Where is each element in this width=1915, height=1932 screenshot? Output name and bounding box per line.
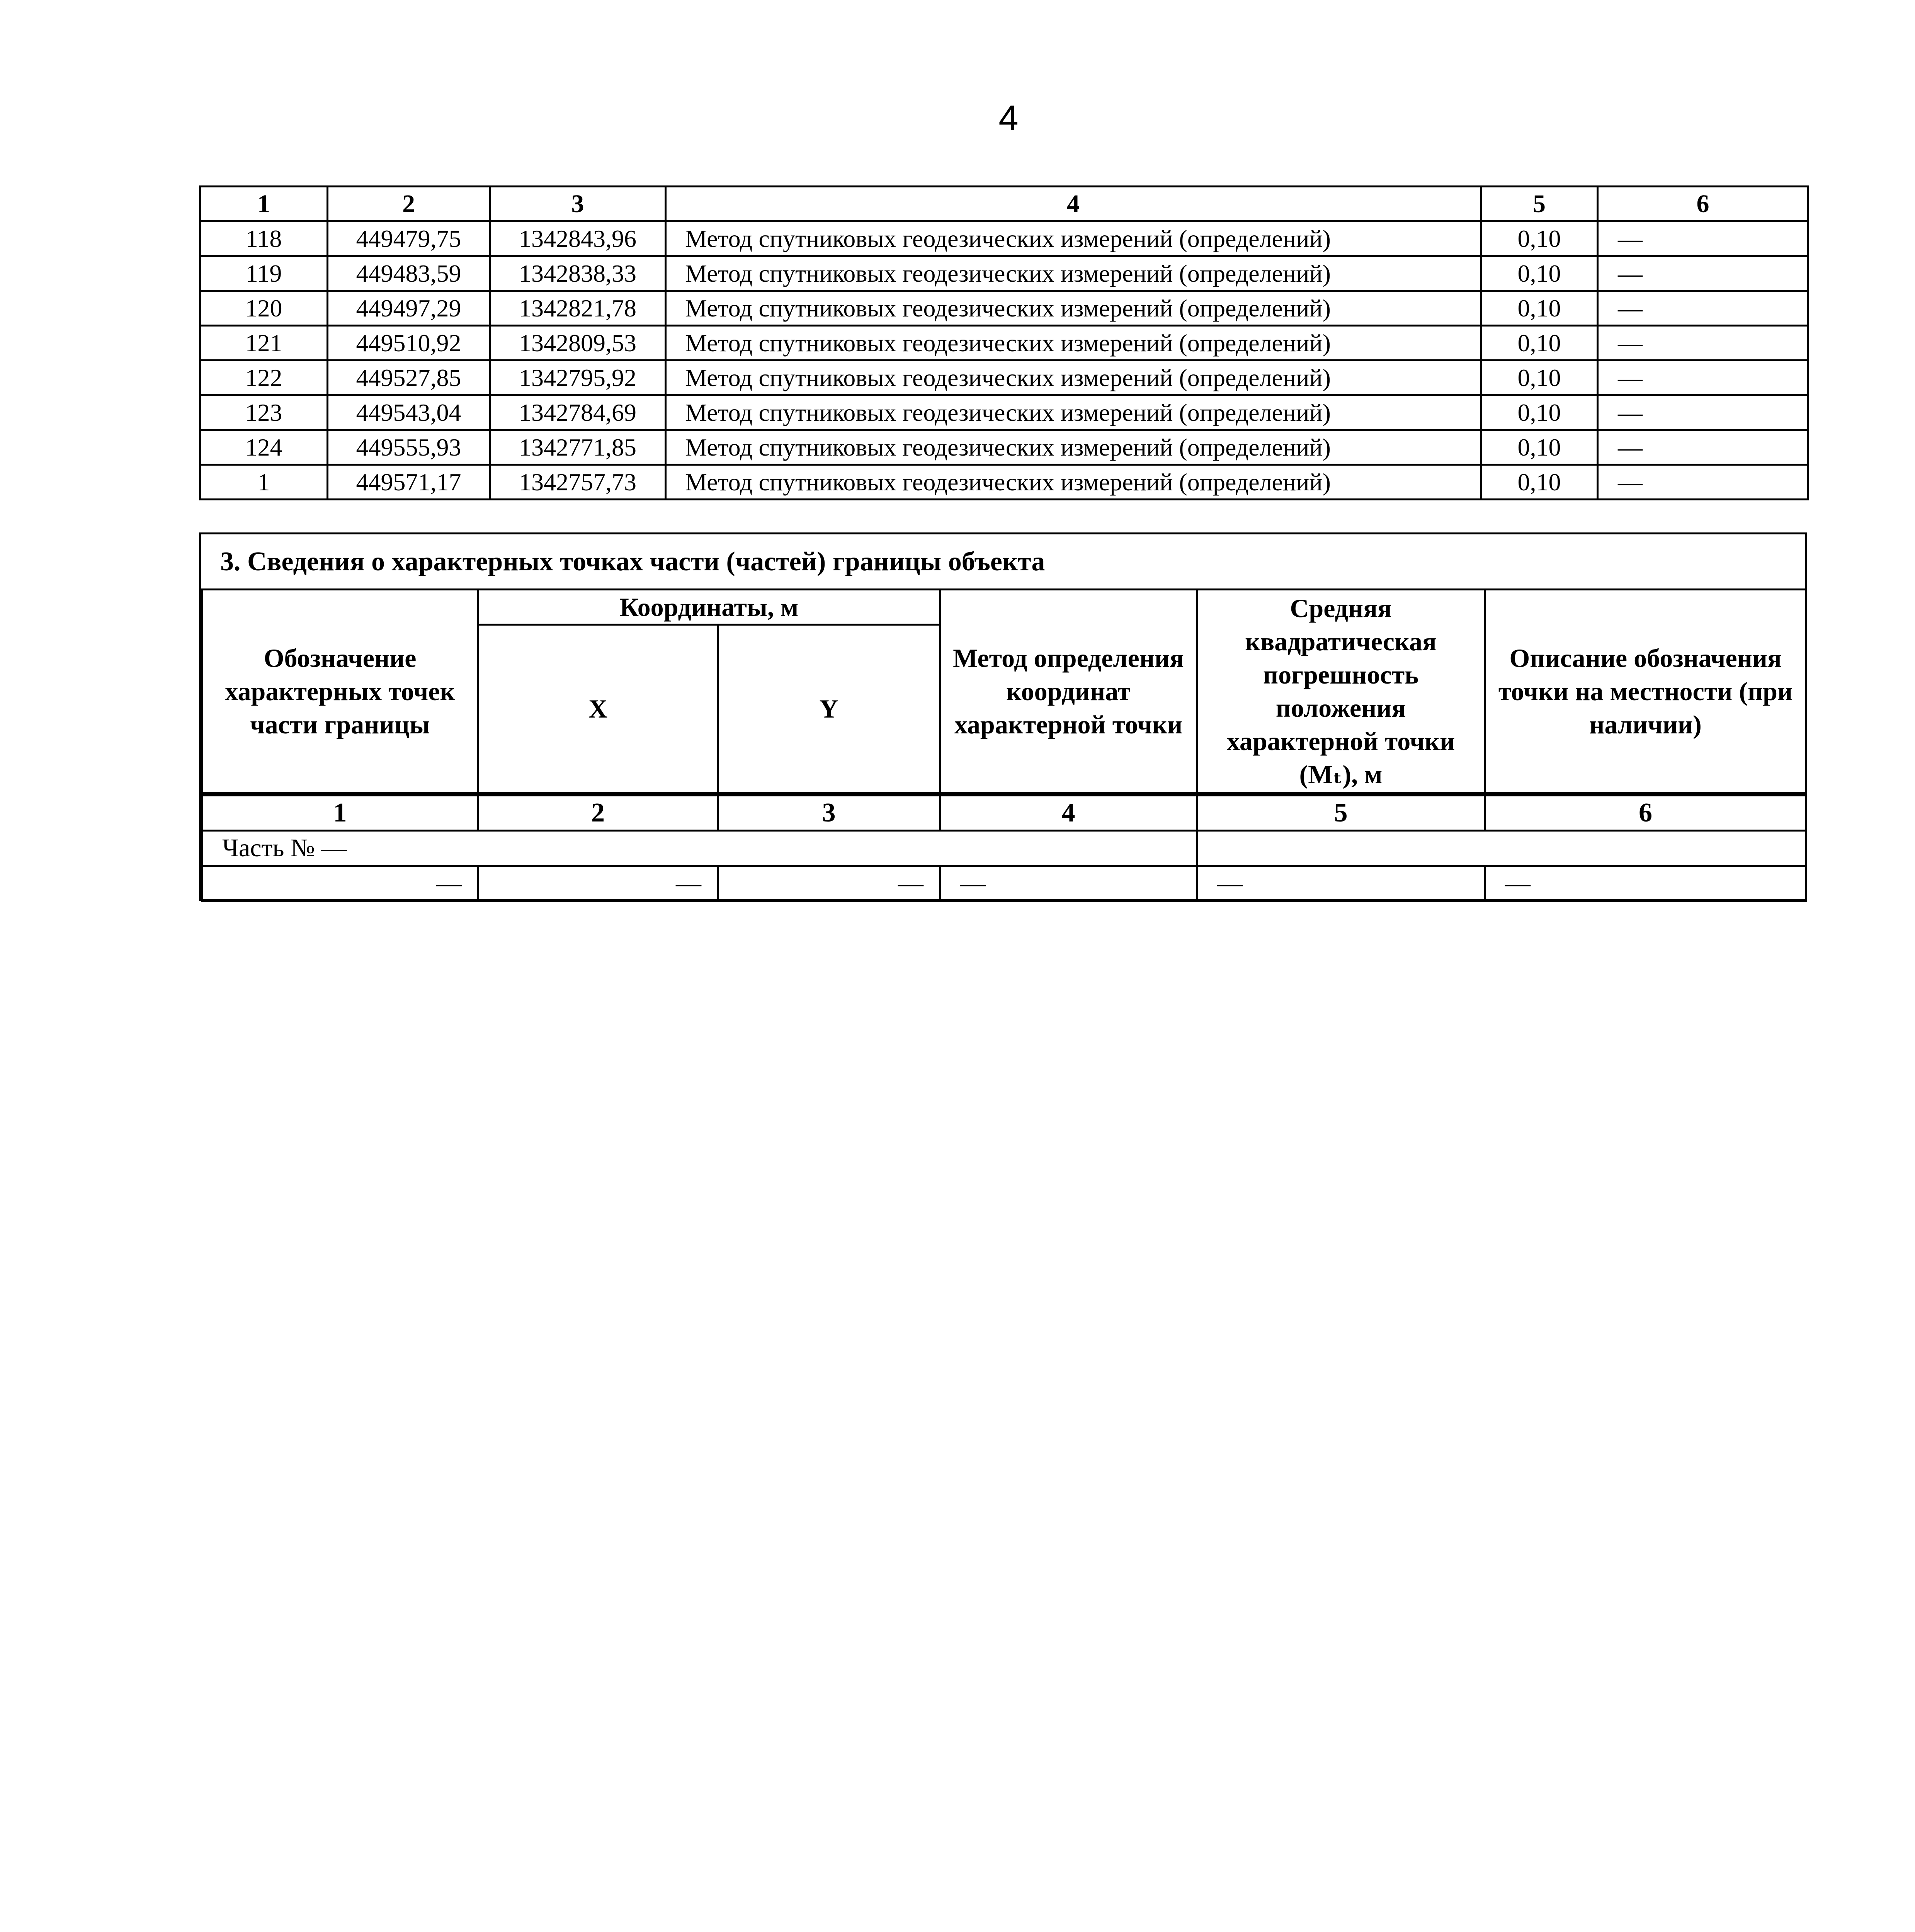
coordinate-y: 1342838,33: [490, 256, 666, 291]
coordinate-x: 449527,85: [328, 361, 490, 395]
point-number: 119: [200, 256, 328, 291]
header-x: X: [478, 625, 718, 794]
column-number-1: 1: [202, 794, 478, 831]
header-accuracy: Средняя квадратическая погрешность положения характерной точки (Mₜ), м: [1197, 590, 1485, 794]
description-cell: —: [1598, 465, 1808, 500]
dash-cell-2: —: [478, 866, 718, 901]
accuracy-cell: 0,10: [1481, 395, 1598, 430]
accuracy-cell: 0,10: [1481, 430, 1598, 465]
table-row: [200, 256, 1808, 291]
point-number: 123: [200, 395, 328, 430]
column-number-5: 5: [1197, 794, 1485, 831]
accuracy-cell: 0,10: [1481, 256, 1598, 291]
dash-cell-5: —: [1197, 866, 1485, 901]
part-points-table: [201, 588, 1807, 902]
method-cell: Метод спутниковых геодезических измерений (определений): [666, 291, 1481, 326]
coordinate-y: 1342784,69: [490, 395, 666, 430]
column-number-4: 4: [666, 187, 1481, 221]
coordinate-y: 1342771,85: [490, 430, 666, 465]
accuracy-cell: 0,10: [1481, 361, 1598, 395]
part-row: [202, 831, 1806, 866]
table-row: [200, 395, 1808, 430]
table-row: [200, 291, 1808, 326]
coordinate-x: 449483,59: [328, 256, 490, 291]
point-number: 118: [200, 221, 328, 256]
accuracy-cell: 0,10: [1481, 326, 1598, 361]
method-cell: Метод спутниковых геодезических измерений (определений): [666, 395, 1481, 430]
page-number: 4: [998, 99, 1019, 138]
header-coordinates: Координаты, м: [478, 590, 940, 625]
dash-cell-1: —: [202, 866, 478, 901]
coordinate-x: 449479,75: [328, 221, 490, 256]
section-3-part-points: [199, 532, 1807, 901]
coordinate-x: 449571,17: [328, 465, 490, 500]
header-row: [202, 590, 1806, 625]
column-number-4: 4: [940, 794, 1197, 831]
dash-cell-6: —: [1485, 866, 1806, 901]
coordinates-table-header-row: [200, 187, 1808, 221]
column-number-6: 6: [1598, 187, 1808, 221]
part-label: Часть № —: [202, 831, 1197, 866]
dash-cell-4: —: [940, 866, 1197, 901]
coordinate-x: 449543,04: [328, 395, 490, 430]
coordinate-y: 1342795,92: [490, 361, 666, 395]
header-method: Метод определения координат характерной точки: [940, 590, 1197, 794]
header-description: Описание обозначения точки на местности (при наличии): [1485, 590, 1806, 794]
part-row-empty: [1197, 831, 1806, 866]
method-cell: Метод спутниковых геодезических измерений (определений): [666, 465, 1481, 500]
method-cell: Метод спутниковых геодезических измерений (определений): [666, 326, 1481, 361]
coordinate-y: 1342809,53: [490, 326, 666, 361]
description-cell: —: [1598, 361, 1808, 395]
column-numbers-row: [202, 794, 1806, 831]
column-number-2: 2: [478, 794, 718, 831]
section-title: 3. Сведения о характерных точках части (частей) границы объекта: [220, 547, 1045, 577]
method-cell: Метод спутниковых геодезических измерений (определений): [666, 361, 1481, 395]
method-cell: Метод спутниковых геодезических измерений (определений): [666, 221, 1481, 256]
accuracy-cell: 0,10: [1481, 291, 1598, 326]
table-row: [202, 866, 1806, 901]
table-row: [200, 361, 1808, 395]
dash-cell-3: —: [718, 866, 940, 901]
coordinate-y: 1342757,73: [490, 465, 666, 500]
table-row: [200, 430, 1808, 465]
coordinate-x: 449497,29: [328, 291, 490, 326]
accuracy-cell: 0,10: [1481, 221, 1598, 256]
point-number: 122: [200, 361, 328, 395]
coordinate-x: 449555,93: [328, 430, 490, 465]
description-cell: —: [1598, 326, 1808, 361]
coordinates-table: [199, 185, 1809, 500]
coordinate-x: 449510,92: [328, 326, 490, 361]
method-cell: Метод спутниковых геодезических измерений (определений): [666, 256, 1481, 291]
description-cell: —: [1598, 256, 1808, 291]
description-cell: —: [1598, 430, 1808, 465]
header-y: Y: [718, 625, 940, 794]
column-number-3: 3: [490, 187, 666, 221]
point-number: 1: [200, 465, 328, 500]
description-cell: —: [1598, 221, 1808, 256]
column-number-5: 5: [1481, 187, 1598, 221]
column-number-3: 3: [718, 794, 940, 831]
column-number-6: 6: [1485, 794, 1806, 831]
coordinate-y: 1342843,96: [490, 221, 666, 256]
column-number-1: 1: [200, 187, 328, 221]
table-row: [200, 221, 1808, 256]
description-cell: —: [1598, 395, 1808, 430]
coordinate-y: 1342821,78: [490, 291, 666, 326]
table-row: [200, 326, 1808, 361]
column-number-2: 2: [328, 187, 490, 221]
description-cell: —: [1598, 291, 1808, 326]
header-designation: Обозначение характерных точек части границы: [202, 590, 478, 794]
table-row: [200, 465, 1808, 500]
method-cell: Метод спутниковых геодезических измерений (определений): [666, 430, 1481, 465]
accuracy-cell: 0,10: [1481, 465, 1598, 500]
point-number: 120: [200, 291, 328, 326]
point-number: 121: [200, 326, 328, 361]
point-number: 124: [200, 430, 328, 465]
